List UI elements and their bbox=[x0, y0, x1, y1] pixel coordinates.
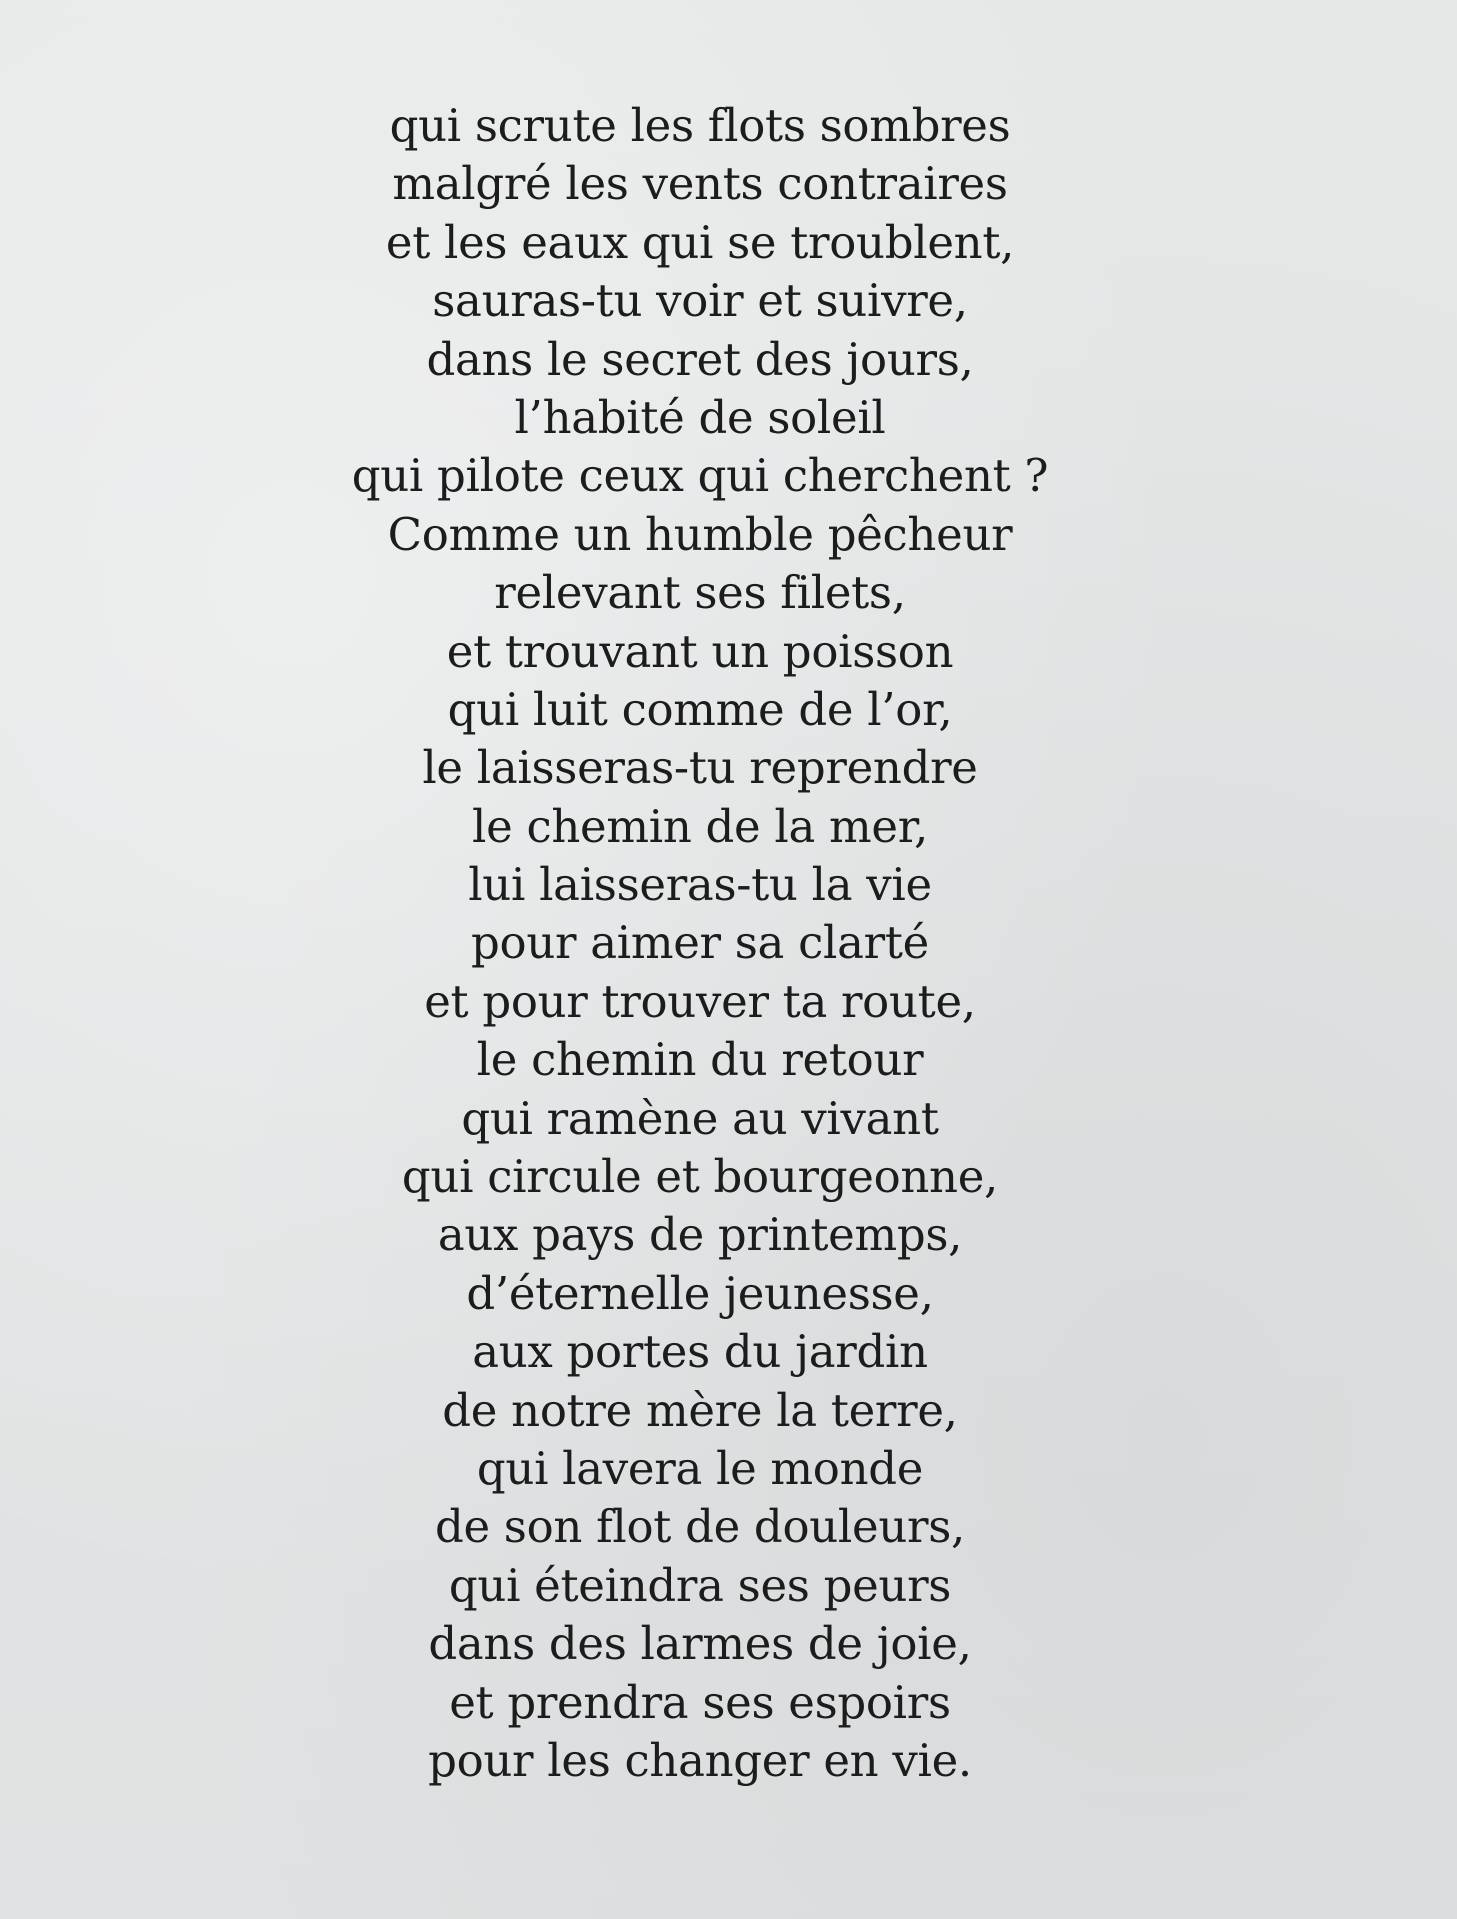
poem-line: de son flot de douleurs, bbox=[434, 1500, 966, 1554]
poem-line: dans des larmes de joie, bbox=[428, 1617, 972, 1671]
poem-line: le laisseras-tu reprendre bbox=[422, 741, 978, 795]
poem-line: qui lavera le monde bbox=[476, 1441, 924, 1495]
poem-line: sauras-tu voir et suivre, bbox=[432, 274, 968, 328]
poem-line: et les eaux qui se troublent, bbox=[385, 215, 1015, 269]
poem-line: aux pays de printemps, bbox=[437, 1208, 963, 1262]
poem-line: aux portes du jardin bbox=[472, 1325, 928, 1379]
poem-line: et pour trouver ta route, bbox=[424, 974, 976, 1028]
poem-line: qui pilote ceux qui cherchent ? bbox=[351, 449, 1049, 503]
poem-line: et prendra ses espoirs bbox=[449, 1675, 951, 1729]
poem-line: Comme un humble pêcheur bbox=[387, 507, 1013, 561]
poem-line: et trouvant un poisson bbox=[446, 624, 954, 678]
poem-line: qui luit comme de l’or, bbox=[447, 682, 953, 736]
poem-line: de notre mère la terre, bbox=[442, 1383, 958, 1437]
poem-line: qui scrute les flots sombres bbox=[389, 99, 1011, 152]
poem-line: le chemin du retour bbox=[476, 1033, 924, 1087]
poem-line: pour les changer en vie. bbox=[428, 1733, 972, 1787]
poem-line: qui circule et bourgeonne, bbox=[401, 1150, 999, 1204]
poem-line: dans le secret des jours, bbox=[426, 332, 974, 386]
poem-line: malgré les vents contraires bbox=[392, 157, 1008, 211]
poem-line: lui laisseras-tu la vie bbox=[468, 858, 932, 912]
poem-line: d’éternelle jeunesse, bbox=[466, 1266, 934, 1320]
poem-line: l’habité de soleil bbox=[514, 390, 886, 444]
poem-line: pour aimer sa clarté bbox=[471, 916, 929, 970]
poem-line: relevant ses filets, bbox=[494, 566, 906, 620]
poem-stanza bbox=[0, 97, 1400, 1790]
poem-line: qui éteindra ses peurs bbox=[448, 1558, 952, 1612]
poem-line: qui ramène au vivant bbox=[461, 1091, 939, 1145]
poem-line: le chemin de la mer, bbox=[472, 799, 928, 853]
